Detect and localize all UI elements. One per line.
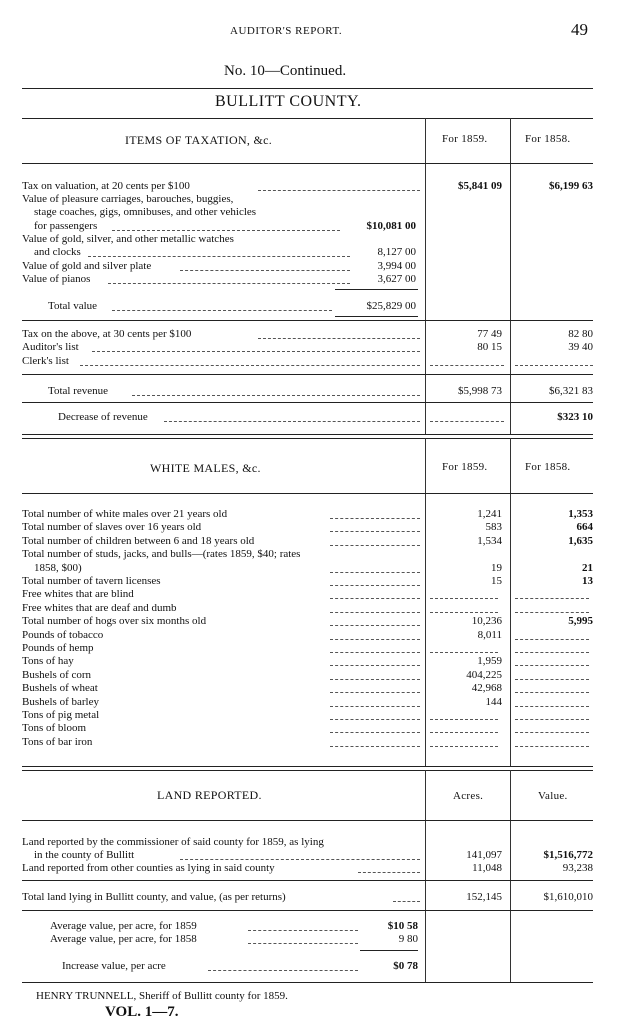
leader-dots xyxy=(330,746,420,747)
white-col-1859: For 1859. xyxy=(442,461,488,473)
leader-dots xyxy=(515,652,589,653)
tax-1859-value: 80 15 xyxy=(477,341,502,353)
leader-dots xyxy=(330,639,420,640)
tax-sub-value: 8,127 00 xyxy=(377,246,416,258)
leader-dots xyxy=(330,679,420,680)
land-acres-value: 152,145 xyxy=(466,891,502,903)
tax-row-label: for passengers xyxy=(34,220,98,232)
leader-dots xyxy=(330,545,420,546)
leader-dots xyxy=(330,732,420,733)
white-row-label: Tons of pig metal xyxy=(22,709,100,721)
leader-dots xyxy=(330,518,420,519)
white-1859-value: 144 xyxy=(485,696,502,708)
divider xyxy=(425,118,426,434)
bottom-rule xyxy=(22,982,593,983)
leader-dots xyxy=(248,930,358,931)
leader-dots xyxy=(430,365,504,366)
divider xyxy=(510,118,511,434)
white-1859-value: 19 xyxy=(491,562,502,574)
land-row-label: Land reported from other counties as lying in said county xyxy=(22,862,275,874)
white-1859-value: 8,011 xyxy=(477,629,502,641)
tax-row-label: and clocks xyxy=(34,246,81,258)
tax-sub-value: 3,627 00 xyxy=(377,273,416,285)
section-rule xyxy=(22,402,593,403)
leader-dots xyxy=(515,639,589,640)
white-header-rule xyxy=(22,493,593,494)
leader-dots xyxy=(330,598,420,599)
leader-dots xyxy=(180,859,420,860)
white-row-label: Free whites that are deaf and dumb xyxy=(22,602,177,614)
leader-dots xyxy=(330,585,420,586)
leader-dots xyxy=(180,270,350,271)
tax-row-label: Decrease of revenue xyxy=(58,411,148,423)
tax-row-label: Total revenue xyxy=(48,385,109,397)
leader-dots xyxy=(248,943,358,944)
leader-dots xyxy=(92,351,420,352)
white-1858-value: 13 xyxy=(582,575,593,587)
white-col-items: WHITE MALES, &c. xyxy=(150,461,261,475)
tax-row-label: Tax on the above, at 30 cents per $100 xyxy=(22,328,192,340)
leader-dots xyxy=(258,190,420,191)
subtotal-rule xyxy=(335,289,418,290)
tax-1859-value: $5,998 73 xyxy=(458,385,502,397)
section-rule xyxy=(22,880,593,881)
tax-row-label: Value of gold and silver plate xyxy=(22,260,152,272)
white-row-label: Total number of children between 6 and 18 years old xyxy=(22,535,255,547)
tax-row-label: Clerk's list xyxy=(22,355,69,367)
tax-row-label: Value of pleasure carriages, barouches, buggies, xyxy=(22,193,234,205)
white-row-label: Bushels of barley xyxy=(22,696,99,708)
county-title: BULLITT COUNTY. xyxy=(215,93,362,110)
tax-row-label: Value of pianos xyxy=(22,273,91,285)
land-row-label: Increase value, per acre xyxy=(62,960,166,972)
land-value-value: 93,238 xyxy=(562,862,593,874)
section-rule xyxy=(22,374,593,375)
leader-dots xyxy=(515,679,589,680)
leader-dots xyxy=(112,230,340,231)
leader-dots xyxy=(515,706,589,707)
white-1859-value: 1,241 xyxy=(477,508,502,520)
land-acres-value: 141,097 xyxy=(466,849,502,861)
white-row-label: Total number of slaves over 16 years old xyxy=(22,521,202,533)
section-rule xyxy=(22,910,593,911)
leader-dots xyxy=(132,395,420,396)
leader-dots xyxy=(515,365,593,366)
land-row-label: in the county of Bullitt xyxy=(34,849,135,861)
leader-dots xyxy=(358,872,420,873)
leader-dots xyxy=(88,256,350,257)
leader-dots xyxy=(330,706,420,707)
divider xyxy=(510,770,511,982)
tax-1858-value: $6,321 83 xyxy=(549,385,593,397)
white-1858-value: 5,995 xyxy=(568,615,593,627)
table-title: No. 10—Continued. xyxy=(224,63,347,79)
white-row-label: Total number of tavern licenses xyxy=(22,575,161,587)
leader-dots xyxy=(515,598,589,599)
leader-dots xyxy=(208,970,358,971)
land-col-acres: Acres. xyxy=(453,790,484,802)
white-row-label: Tons of bloom xyxy=(22,722,87,734)
county-rule xyxy=(22,118,593,119)
leader-dots xyxy=(330,572,420,573)
white-1859-value: 10,236 xyxy=(471,615,502,627)
tax-1859-value: $5,841 09 xyxy=(458,180,502,192)
leader-dots xyxy=(330,625,420,626)
white-row-label: Pounds of tobacco xyxy=(22,629,104,641)
leader-dots xyxy=(330,652,420,653)
subtotal-rule xyxy=(335,316,418,317)
land-row-label: Average value, per acre, for 1859 xyxy=(50,920,197,932)
white-row-label: Total number of studs, jacks, and bulls—(rates 1859, $40; rates xyxy=(22,548,301,560)
land-col-value: Value. xyxy=(538,790,568,802)
white-1858-value: 21 xyxy=(582,562,593,574)
land-sub-value: $10 58 xyxy=(387,920,418,932)
land-header-rule xyxy=(22,820,593,821)
tax-header-rule xyxy=(22,163,593,164)
leader-dots xyxy=(515,612,589,613)
tax-row-label: Tax on valuation, at 20 cents per $100 xyxy=(22,180,190,192)
leader-dots xyxy=(430,719,498,720)
leader-dots xyxy=(515,746,589,747)
double-rule xyxy=(22,438,593,439)
divider xyxy=(510,438,511,766)
tax-col-1859: For 1859. xyxy=(442,133,488,145)
white-1859-value: 404,225 xyxy=(466,669,502,681)
double-rule xyxy=(22,766,593,767)
double-rule xyxy=(22,770,593,771)
white-row-label: Total number of white males over 21 years old xyxy=(22,508,228,520)
top-rule xyxy=(22,88,593,89)
leader-dots xyxy=(112,310,332,311)
divider xyxy=(425,438,426,766)
tax-1858-value: 82 80 xyxy=(568,328,593,340)
land-row-label: Land reported by the commissioner of said county for 1859, as lying xyxy=(22,836,324,848)
white-row-label: 1858, $00) xyxy=(34,562,82,574)
tax-1859-value: 77 49 xyxy=(477,328,502,340)
white-row-label: Tons of bar iron xyxy=(22,736,93,748)
leader-dots xyxy=(515,665,589,666)
tax-col-items: ITEMS OF TAXATION, &c. xyxy=(125,133,273,147)
tax-1858-value: $323 10 xyxy=(557,411,593,423)
tax-total-value: $25,829 00 xyxy=(366,300,416,312)
leader-dots xyxy=(108,283,350,284)
leader-dots xyxy=(515,732,589,733)
divider xyxy=(425,770,426,982)
leader-dots xyxy=(430,421,504,422)
white-col-1858: For 1858. xyxy=(525,461,571,473)
leader-dots xyxy=(258,338,420,339)
white-1858-value: 1,353 xyxy=(568,508,593,520)
leader-dots xyxy=(430,652,498,653)
land-row-label: Average value, per acre, for 1858 xyxy=(50,933,197,945)
land-sub-value: 9 80 xyxy=(398,933,418,945)
leader-dots xyxy=(515,692,589,693)
leader-dots xyxy=(330,665,420,666)
leader-dots xyxy=(164,421,420,422)
white-row-label: Bushels of wheat xyxy=(22,682,98,694)
tax-1858-value: 39 40 xyxy=(568,341,593,353)
white-row-label: Pounds of hemp xyxy=(22,642,94,654)
white-1859-value: 42,968 xyxy=(471,682,502,694)
tax-row-label: Auditor's list xyxy=(22,341,79,353)
white-1859-value: 15 xyxy=(491,575,502,587)
land-value-value: $1,516,772 xyxy=(543,849,593,861)
land-row-label: Total land lying in Bullitt county, and value, (as per returns) xyxy=(22,891,286,903)
double-rule xyxy=(22,434,593,435)
white-row-label: Tons of hay xyxy=(22,655,74,667)
white-row-label: Total number of hogs over six months old xyxy=(22,615,207,627)
leader-dots xyxy=(430,612,498,613)
land-col-items: LAND REPORTED. xyxy=(157,788,262,802)
volume-signature: VOL. 1—7. xyxy=(105,1004,179,1020)
leader-dots xyxy=(330,692,420,693)
leader-dots xyxy=(393,901,420,902)
white-1858-value: 664 xyxy=(576,521,593,533)
tax-row-label: Total value xyxy=(48,300,98,312)
white-1859-value: 1,959 xyxy=(477,655,502,667)
section-rule xyxy=(22,320,593,321)
tax-col-1858: For 1858. xyxy=(525,133,571,145)
sheriff-signature: HENRY TRUNNELL, Sheriff of Bullitt county for 1859. xyxy=(36,990,288,1002)
tax-row-label: stage coaches, gigs, omnibuses, and other vehicles xyxy=(34,206,257,218)
leader-dots xyxy=(330,531,420,532)
land-sub-value: $0 78 xyxy=(393,960,418,972)
leader-dots xyxy=(330,719,420,720)
leader-dots xyxy=(430,732,498,733)
leader-dots xyxy=(515,719,589,720)
page-number: 49 xyxy=(571,20,588,39)
tax-sub-value: $10,081 00 xyxy=(366,220,416,232)
white-1858-value: 1,635 xyxy=(568,535,593,547)
land-acres-value: 11,048 xyxy=(472,862,502,874)
running-title: AUDITOR'S REPORT. xyxy=(230,25,343,37)
leader-dots xyxy=(430,598,498,599)
tax-1858-value: $6,199 63 xyxy=(549,180,593,192)
leader-dots xyxy=(430,746,498,747)
leader-dots xyxy=(80,365,420,366)
white-row-label: Free whites that are blind xyxy=(22,588,134,600)
leader-dots xyxy=(330,612,420,613)
white-1859-value: 583 xyxy=(485,521,502,533)
white-1859-value: 1,534 xyxy=(477,535,502,547)
tax-sub-value: 3,994 00 xyxy=(377,260,416,272)
land-value-value: $1,610,010 xyxy=(543,891,593,903)
white-row-label: Bushels of corn xyxy=(22,669,92,681)
tax-row-label: Value of gold, silver, and other metallic watches xyxy=(22,233,234,245)
subtotal-rule xyxy=(360,950,418,951)
